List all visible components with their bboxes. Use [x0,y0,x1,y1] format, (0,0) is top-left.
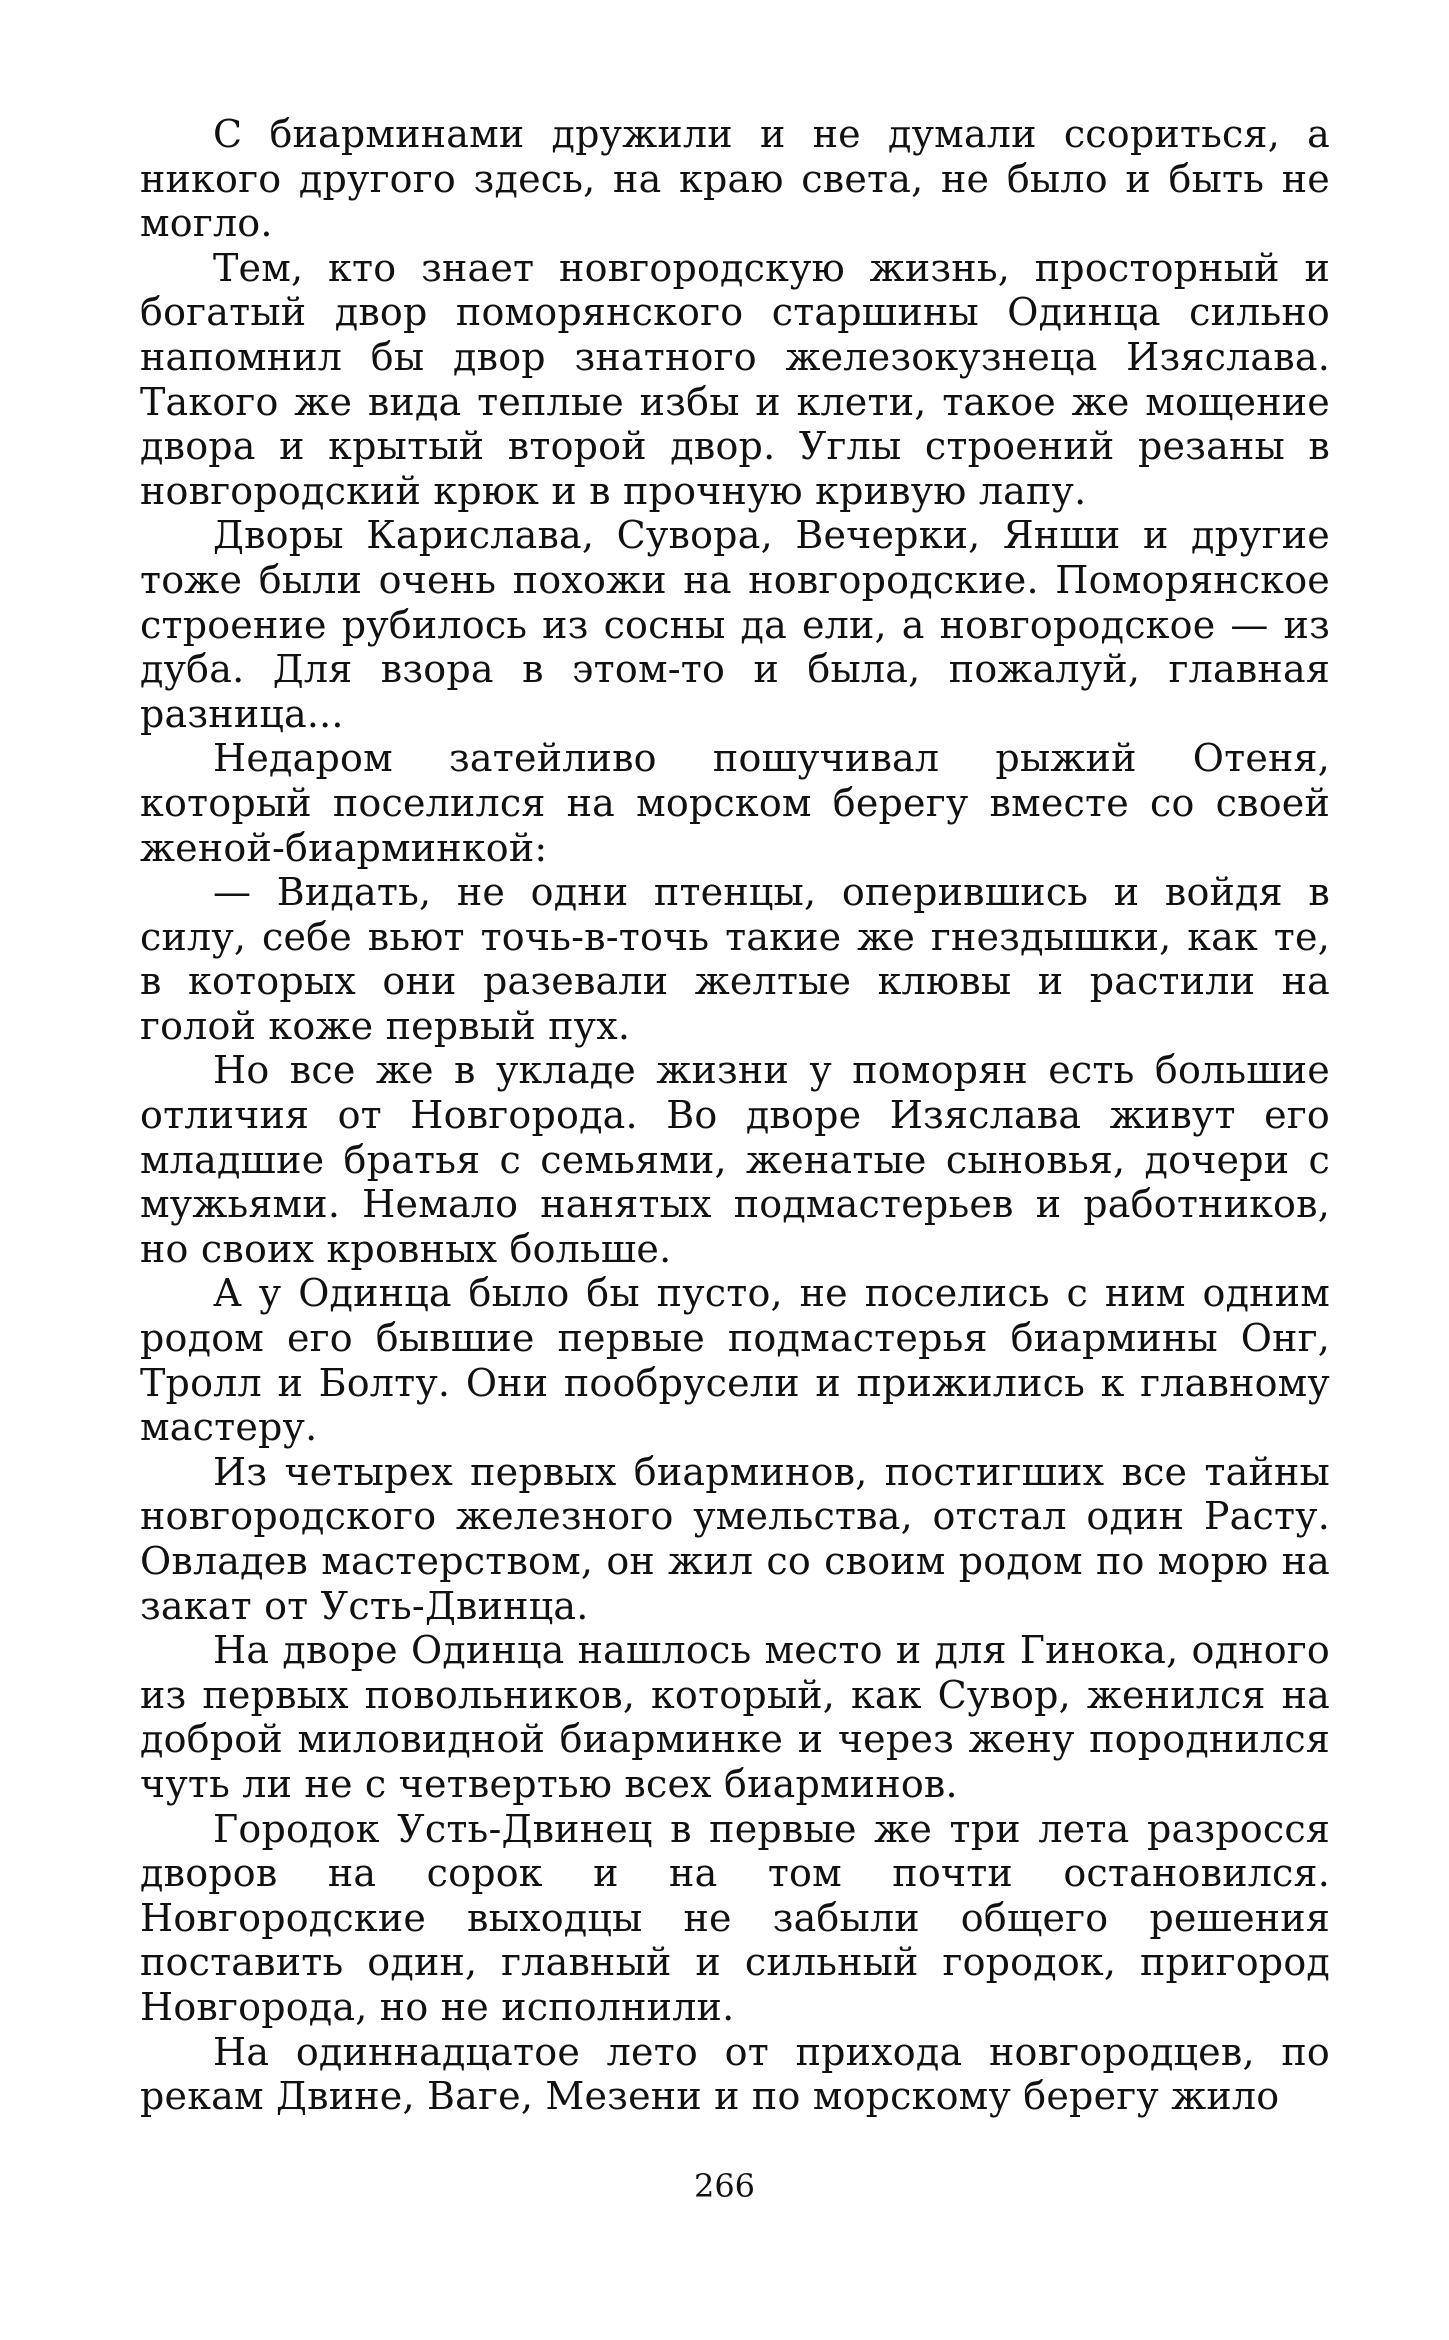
paragraph-10: Городок Усть-Двинец в первые же три лета разросся дворов на сорок и на том почти остановился. Новгородские выходцы не забыли общего решения поставить один, главный и сильный городок, пригород Новгорода, но не исполнили. [140,1806,1330,2029]
paragraph-2: Тем, кто знает новгородскую жизнь, просторный и богатый двор поморянского старшины Одинца сильно напомнил бы двор знатного железокузнеца Изяслава. Такого же вида теплые избы и клети, такое же мощение двора и крытый второй двор. Углы строений резаны в новгородский крюк и в прочную кривую лапу. [140,245,1330,513]
paragraph-8: Из четырех первых биарминов, постигших все тайны новгородского железного умельства, отстал один Расту. Овладев мастерством, он жил со своим родом по морю на закат от Усть-Двинца. [140,1449,1330,1628]
paragraph-6: Но все же в укладе жизни у поморян есть большие отличия от Новгорода. Во дворе Изяслава живут его младшие братья с семьями, женатые сыновья, дочери с мужьями. Немало нанятых подмастерьев и работников, но своих кровных больше. [140,1048,1330,1271]
page-number: 266 [693,2167,756,2205]
paragraph-1: С биарминами дружили и не думали ссориться, а никого другого здесь, на краю света, не было и быть не могло. [140,112,1330,246]
paragraph-5-dialogue: — Видать, не одни птенцы, оперившись и войдя в силу, себе вьют точь-в-точь такие же гнездышки, как те, в которых они разевали желтые клювы и растили на голой коже первый пух. [140,870,1330,1048]
paragraph-3: Дворы Карислава, Сувора, Вечерки, Янши и другие тоже были очень похожи на новгородские. Поморянское строение рубилось из сосны да ели, а новгородское — из дуба. Для взора в этом-то и была, пожалуй, главная разница... [140,513,1330,736]
paragraph-9: На дворе Одинца нашлось место и для Гинока, одного из первых повольников, который, как Сувор, женился на доброй миловидной биарминке и через жену породнился чуть ли не с четвертью всех биарминов. [140,1628,1330,1806]
paragraph-11: На одиннадцатое лето от прихода новгородцев, по рекам Двине, Ваге, Мезени и по морскому берегу жило [140,2029,1330,2119]
paragraph-4: Недаром затейливо пошучивал рыжий Отеня, который поселился на морском берегу вместе со своей женой-биарминкой: [140,736,1330,870]
page-text-body [140,112,1330,2119]
paragraph-7: А у Одинца было бы пусто, не поселись с ним одним родом его бывшие первые подмастерья биармины Онг, Тролл и Болту. Они пообрусели и прижились к главному мастеру. [140,1271,1330,1450]
